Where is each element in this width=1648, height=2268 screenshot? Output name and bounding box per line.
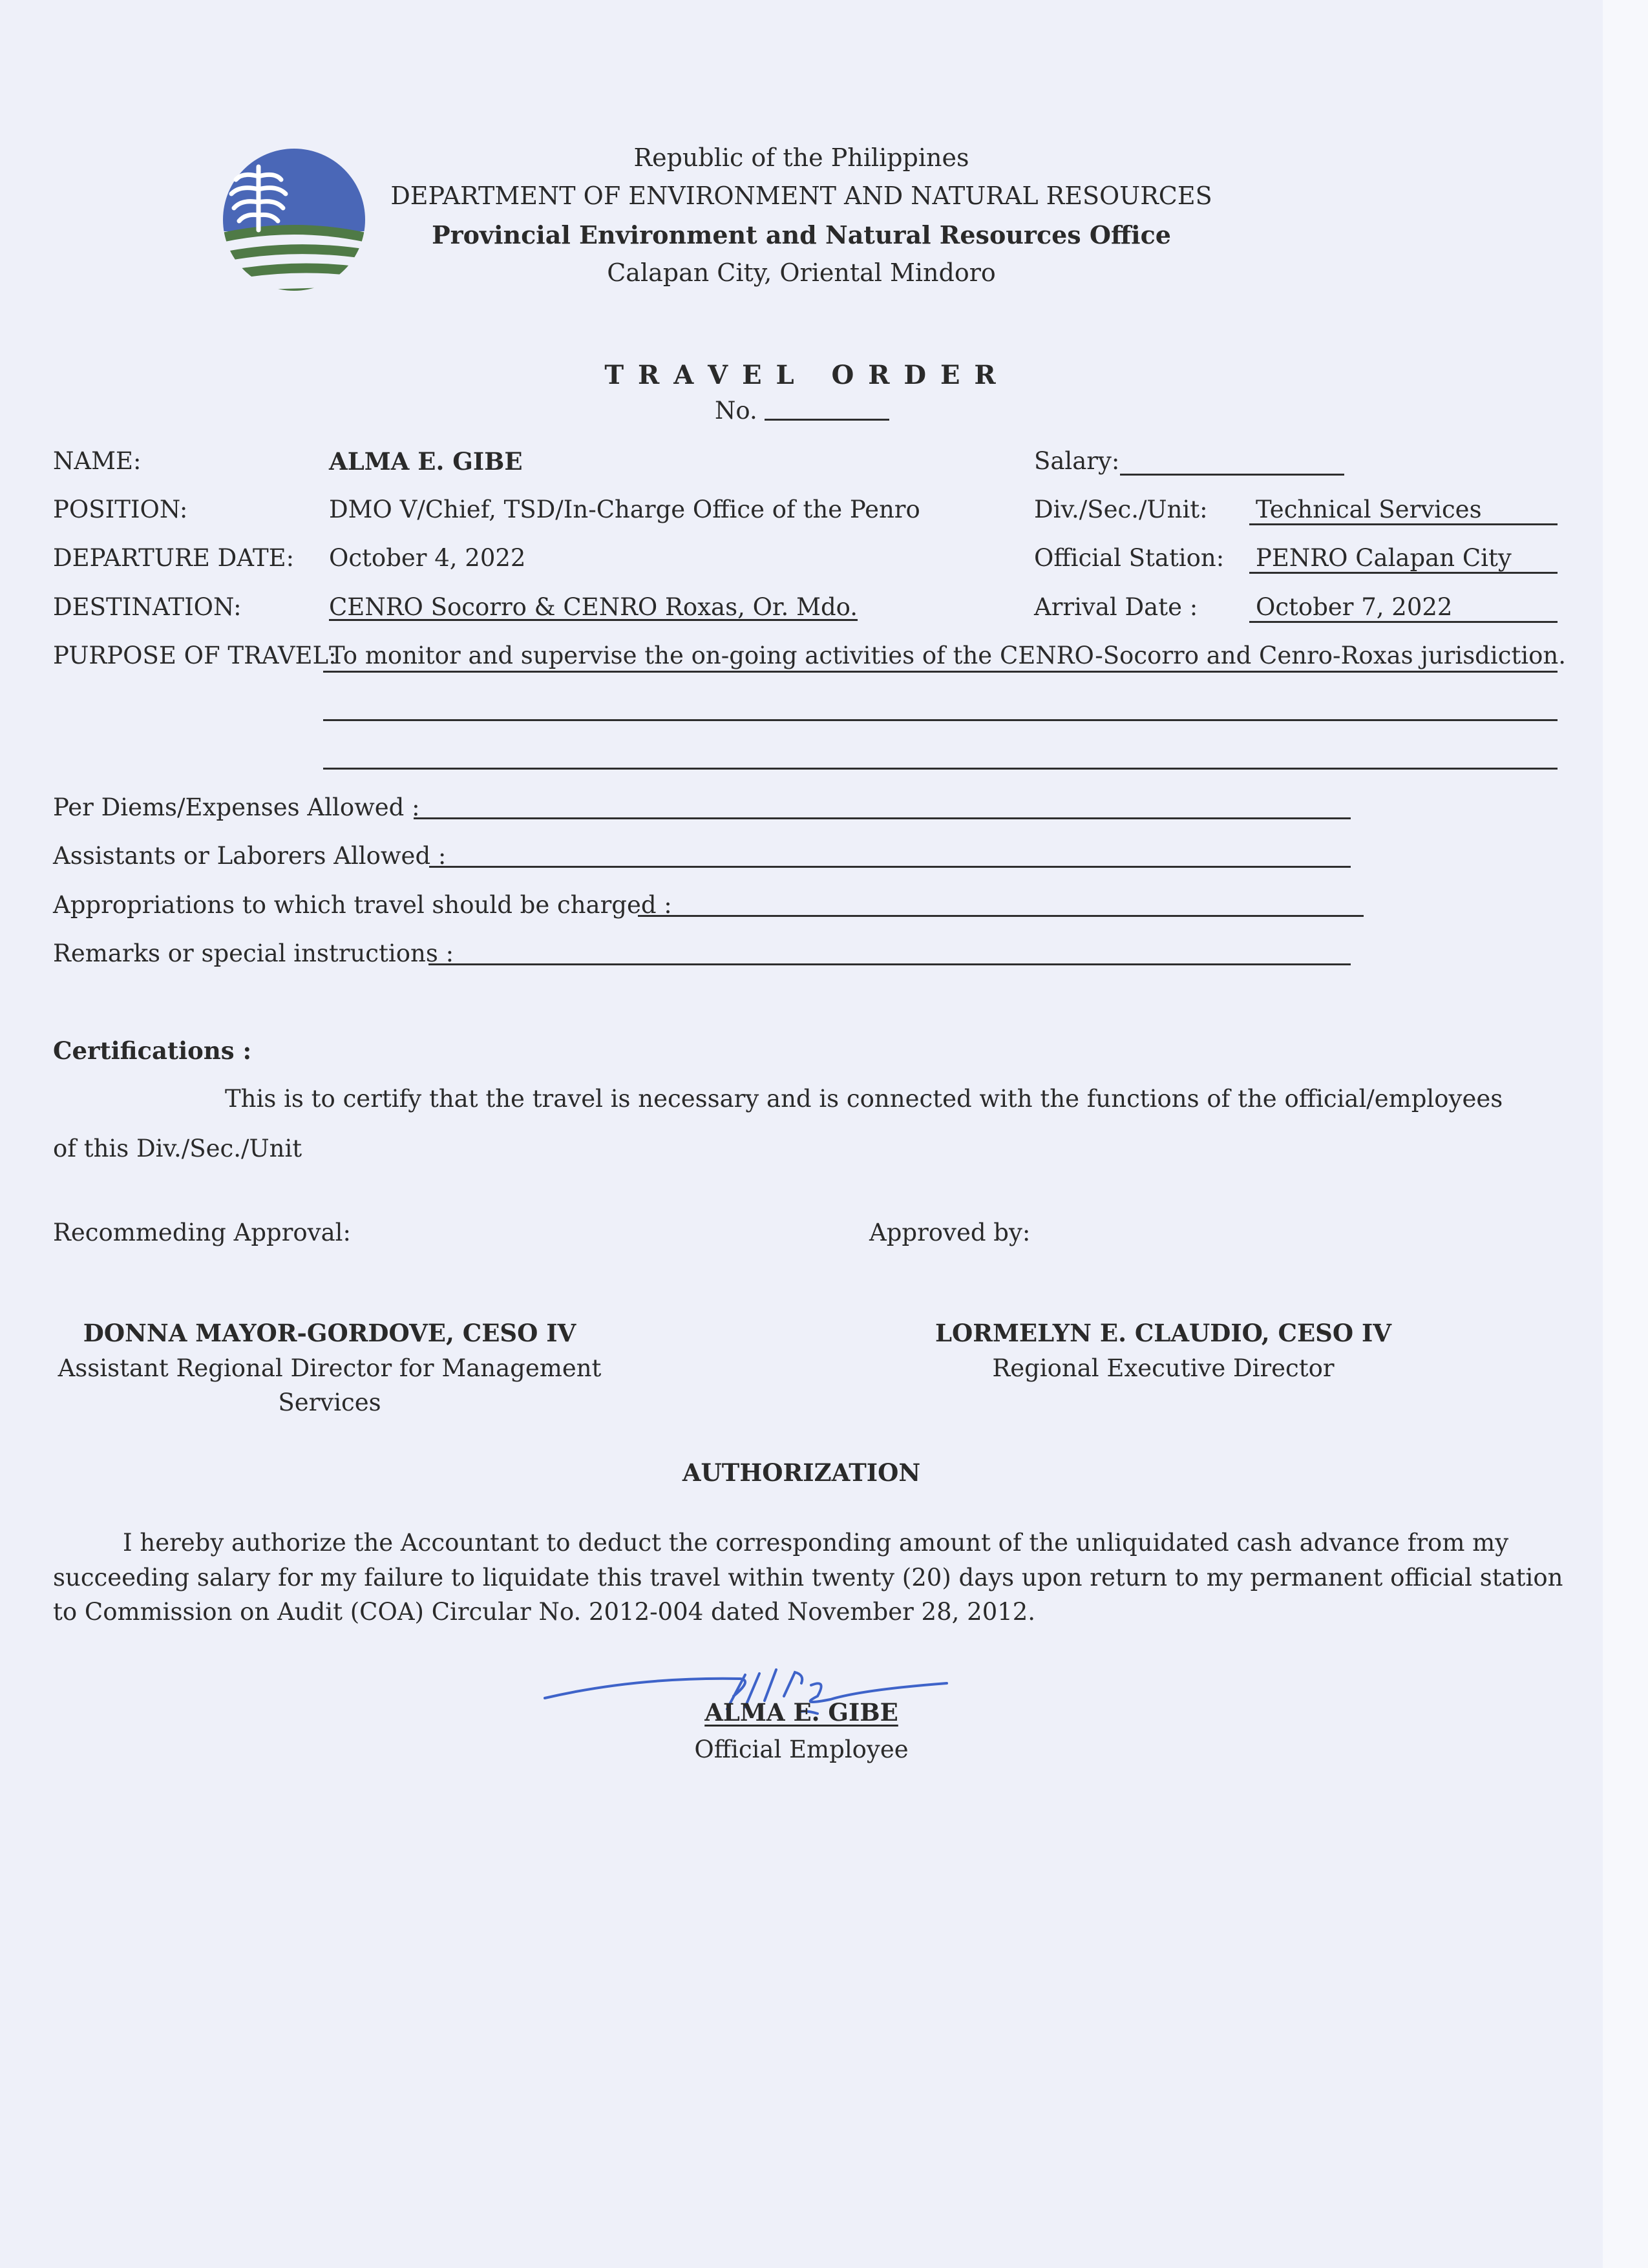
appropriations-label: Appropriations to which travel should be charged : bbox=[53, 891, 672, 919]
position-value: DMO V/Chief, TSD/In-Charge Office of the Penro bbox=[329, 496, 920, 523]
purpose-line-1 bbox=[323, 671, 1558, 673]
certification-text-line1: This is to certify that the travel is necessary and is connected with the functions of the official/employees bbox=[225, 1085, 1503, 1113]
signer-name: ALMA E. GIBE bbox=[704, 1698, 898, 1727]
purpose-value: To monitor and supervise the on-going activities of the CENRO-Socorro and Cenro-Roxas jurisdiction. bbox=[329, 642, 1566, 669]
position-label: POSITION: bbox=[53, 496, 188, 523]
certification-text-line2: of this Div./Sec./Unit bbox=[53, 1135, 302, 1162]
recommending-title-line1: Assistant Regional Director for Management bbox=[58, 1354, 602, 1382]
per-diems-label: Per Diems/Expenses Allowed : bbox=[53, 793, 420, 821]
remarks-label: Remarks or special instructions : bbox=[53, 940, 454, 967]
scan-edge bbox=[1603, 0, 1648, 2268]
document-title: T R A V E L O R D E R bbox=[604, 360, 998, 390]
per-diems-line bbox=[414, 817, 1351, 819]
name-value: ALMA E. GIBE bbox=[329, 447, 523, 476]
departure-label: DEPARTURE DATE: bbox=[53, 544, 295, 572]
signer-title: Official Employee bbox=[694, 1736, 909, 1763]
header-location: Calapan City, Oriental Mindoro bbox=[607, 258, 996, 287]
departure-value: October 4, 2022 bbox=[329, 544, 526, 572]
recommending-title-line2: Services bbox=[278, 1389, 381, 1416]
arrival-label: Arrival Date : bbox=[1034, 593, 1198, 621]
authorization-line1: I hereby authorize the Accountant to deduct the corresponding amount of the unliquidated cash advance from my bbox=[123, 1529, 1509, 1557]
destination-value: CENRO Socorro & CENRO Roxas, Or. Mdo. bbox=[329, 593, 858, 621]
purpose-label: PURPOSE OF TRAVEL: bbox=[53, 642, 337, 669]
approver-name: LORMELYN E. CLAUDIO, CESO IV bbox=[935, 1319, 1392, 1347]
salary-label: Salary: bbox=[1034, 447, 1120, 475]
arrival-line bbox=[1249, 621, 1558, 623]
remarks-line bbox=[428, 963, 1351, 965]
recommending-label: Recommeding Approval: bbox=[53, 1219, 351, 1246]
division-value: Technical Services bbox=[1256, 496, 1482, 523]
station-value: PENRO Calapan City bbox=[1256, 544, 1512, 572]
assistants-line bbox=[429, 866, 1351, 868]
arrival-value: October 7, 2022 bbox=[1256, 593, 1453, 621]
destination-label: DESTINATION: bbox=[53, 593, 242, 621]
salary-line bbox=[1120, 474, 1344, 476]
station-label: Official Station: bbox=[1034, 544, 1225, 572]
authorization-line2: succeeding salary for my failure to liquidate this travel within twenty (20) days upon return to my permanent official station bbox=[53, 1564, 1563, 1591]
authorization-heading: AUTHORIZATION bbox=[682, 1458, 921, 1487]
approver-title: Regional Executive Director bbox=[992, 1354, 1335, 1382]
purpose-line-2 bbox=[323, 719, 1558, 721]
division-label: Div./Sec./Unit: bbox=[1034, 496, 1208, 523]
certifications-heading: Certifications : bbox=[53, 1036, 252, 1065]
purpose-line-3 bbox=[323, 768, 1558, 770]
station-line bbox=[1249, 572, 1558, 574]
number-label: No. bbox=[715, 397, 757, 425]
approved-label: Approved by: bbox=[869, 1219, 1031, 1246]
assistants-label: Assistants or Laborers Allowed : bbox=[53, 842, 447, 870]
recommending-name: DONNA MAYOR-GORDOVE, CESO IV bbox=[83, 1319, 576, 1347]
header-republic: Republic of the Philippines bbox=[633, 143, 969, 172]
name-label: NAME: bbox=[53, 447, 142, 475]
header-office: Provincial Environment and Natural Resources Office bbox=[432, 220, 1171, 249]
authorization-line3: to Commission on Audit (COA) Circular No. 2012-004 dated November 28, 2012. bbox=[53, 1598, 1036, 1626]
header-department: DEPARTMENT OF ENVIRONMENT AND NATURAL RESOURCES bbox=[390, 182, 1212, 210]
denr-logo bbox=[213, 147, 375, 293]
appropriations-line bbox=[638, 915, 1364, 917]
number-line bbox=[765, 419, 889, 421]
division-line bbox=[1249, 523, 1558, 525]
